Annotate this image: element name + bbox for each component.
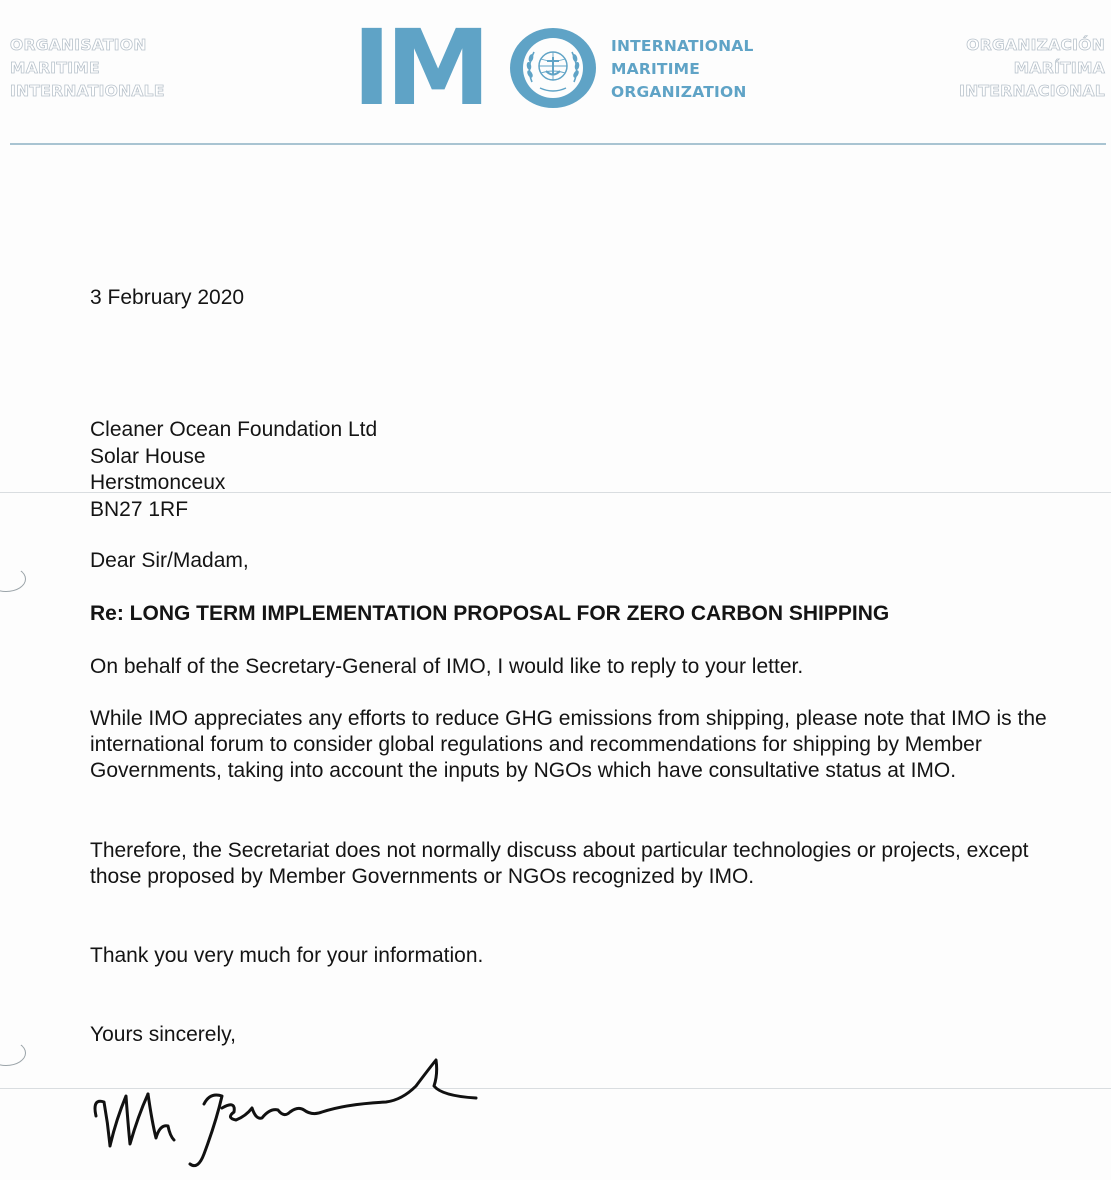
letterhead-spanish-line: MARÍTIMA: [1013, 59, 1105, 77]
letterhead-spanish-name: [959, 34, 1105, 103]
letterhead-english-name: [611, 35, 754, 104]
punch-hole-mark: [0, 566, 26, 592]
address-line: Cleaner Ocean Foundation Ltd: [90, 418, 378, 441]
letterhead-english-line: ORGANIZATION: [611, 83, 747, 101]
imo-logo: [352, 7, 600, 129]
subject-line: Re: LONG TERM IMPLEMENTATION PROPOSAL FOR ZERO CARBON SHIPPING: [90, 602, 890, 625]
body-paragraph: Thank you very much for your information.: [90, 944, 484, 967]
letterhead-french-line: MARITIME: [10, 59, 100, 77]
salutation: Dear Sir/Madam,: [90, 549, 249, 572]
address-line: Solar House: [90, 444, 206, 468]
letterhead-english-line: MARITIME: [611, 60, 701, 78]
letterhead-spanish-line: INTERNACIONAL: [959, 82, 1105, 100]
body-paragraph: Therefore, the Secretariat does not normally discuss about particular technologies or projects, except those proposed by Member Governments or NGOs recognized by IMO.: [90, 839, 1029, 888]
body-paragraph: On behalf of the Secretary-General of IMO, I would like to reply to your letter.: [90, 655, 804, 678]
letterhead-french-line: INTERNATIONALE: [10, 82, 165, 100]
letterhead-french-name: [10, 34, 165, 103]
imo-logo-letters: IM: [352, 7, 485, 129]
address-line: Herstmonceux: [90, 471, 226, 494]
handwritten-signature: [86, 1046, 486, 1172]
closing: Yours sincerely,: [90, 1023, 236, 1046]
recipient-address: [90, 417, 377, 523]
punch-hole-mark: [0, 1040, 26, 1066]
letterhead-french-line: ORGANISATION: [10, 36, 147, 54]
letterhead-divider: [10, 143, 1106, 145]
body-paragraph: While IMO appreciates any efforts to reduce GHG emissions from shipping, please note that IMO is the international forum to consider global regulations and recommendations for shipping by Member Governments, taking into account the inputs by NGOs which have consultative status at IMO.: [90, 707, 1047, 782]
letter-date: 3 February 2020: [90, 286, 245, 309]
letterhead-spanish-line: ORGANIZACIÓN: [966, 36, 1105, 54]
imo-logo-o-seal: [510, 28, 596, 108]
letterhead-english-line: INTERNATIONAL: [611, 37, 754, 55]
address-line: BN27 1RF: [90, 497, 189, 521]
